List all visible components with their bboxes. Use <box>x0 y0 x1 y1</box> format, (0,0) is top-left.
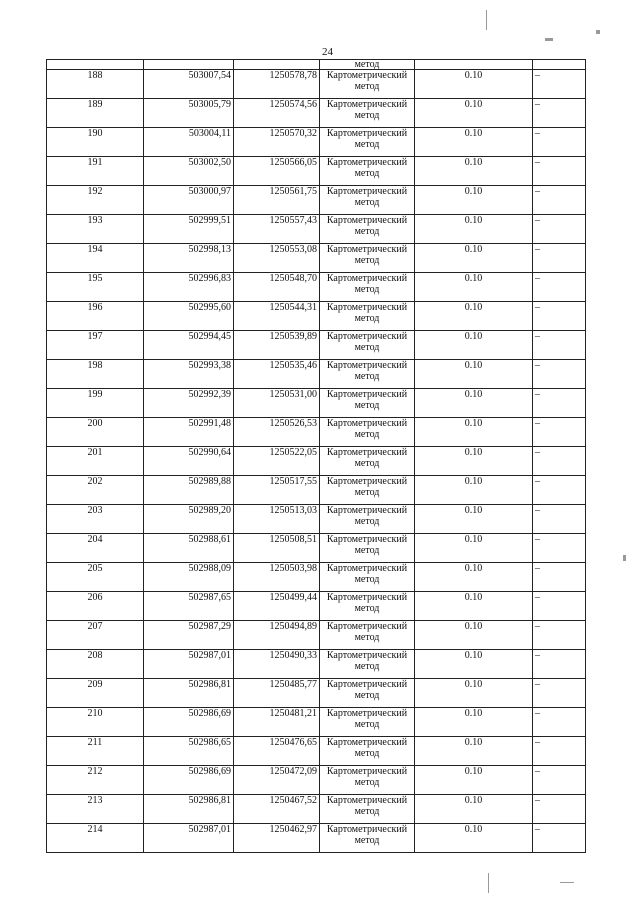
table-row <box>47 389 586 418</box>
point-number: 203 <box>47 505 144 534</box>
extra-cell: – <box>533 99 586 128</box>
point-number: 189 <box>47 99 144 128</box>
scan-speck <box>486 10 487 30</box>
table-row <box>47 650 586 679</box>
extra-cell: – <box>533 128 586 157</box>
coordinate-y: 1250490,33 <box>234 650 320 679</box>
coordinate-y: 1250467,52 <box>234 795 320 824</box>
coordinate-x: 503002,50 <box>144 157 234 186</box>
coordinate-y: 1250531,00 <box>234 389 320 418</box>
extra-cell: – <box>533 447 586 476</box>
method-cell: Картометрический метод <box>320 273 415 302</box>
coordinate-x: 502993,38 <box>144 360 234 389</box>
extra-cell: – <box>533 795 586 824</box>
table-row <box>47 737 586 766</box>
extra-cell: – <box>533 476 586 505</box>
extra-cell: – <box>533 244 586 273</box>
coordinate-y: 1250476,65 <box>234 737 320 766</box>
extra-cell: – <box>533 389 586 418</box>
point-number: 199 <box>47 389 144 418</box>
method-cell: Картометрический метод <box>320 476 415 505</box>
precision-cell: 0.10 <box>415 679 533 708</box>
coordinate-y: 1250517,55 <box>234 476 320 505</box>
precision-cell: 0.10 <box>415 99 533 128</box>
extra-cell: – <box>533 650 586 679</box>
precision-cell: 0.10 <box>415 157 533 186</box>
coordinate-y: 1250557,43 <box>234 215 320 244</box>
point-number: 193 <box>47 215 144 244</box>
precision-cell: 0.10 <box>415 621 533 650</box>
point-number: 188 <box>47 70 144 99</box>
method-cell: Картометрический метод <box>320 360 415 389</box>
extra-cell: – <box>533 331 586 360</box>
coordinate-x: 502992,39 <box>144 389 234 418</box>
coordinate-y: 1250535,46 <box>234 360 320 389</box>
coordinate-x: 502990,64 <box>144 447 234 476</box>
method-cell: Картометрический метод <box>320 650 415 679</box>
method-cell: Картометрический метод <box>320 621 415 650</box>
point-number: 204 <box>47 534 144 563</box>
table-row <box>47 273 586 302</box>
table-row <box>47 592 586 621</box>
point-number: 190 <box>47 128 144 157</box>
continuation-cell-num <box>47 60 144 70</box>
extra-cell: – <box>533 766 586 795</box>
method-cell: Картометрический метод <box>320 215 415 244</box>
coordinate-x: 502994,45 <box>144 331 234 360</box>
method-cell: Картометрический метод <box>320 592 415 621</box>
coordinate-y: 1250544,31 <box>234 302 320 331</box>
scan-speck <box>488 873 489 893</box>
precision-cell: 0.10 <box>415 795 533 824</box>
extra-cell: – <box>533 505 586 534</box>
extra-cell: – <box>533 70 586 99</box>
continuation-cell-extra <box>533 60 586 70</box>
point-number: 211 <box>47 737 144 766</box>
table-row <box>47 534 586 563</box>
coordinate-x: 502988,09 <box>144 563 234 592</box>
point-number: 194 <box>47 244 144 273</box>
method-cell: Картометрический метод <box>320 534 415 563</box>
method-cell: Картометрический метод <box>320 70 415 99</box>
extra-cell: – <box>533 273 586 302</box>
method-cell: Картометрический метод <box>320 679 415 708</box>
table-row <box>47 505 586 534</box>
table-row <box>47 766 586 795</box>
page-number: 24 <box>322 46 333 58</box>
coordinate-y: 1250494,89 <box>234 621 320 650</box>
coordinate-y: 1250553,08 <box>234 244 320 273</box>
coordinate-y: 1250481,21 <box>234 708 320 737</box>
extra-cell: – <box>533 824 586 853</box>
coordinate-y: 1250570,32 <box>234 128 320 157</box>
point-number: 192 <box>47 186 144 215</box>
table-row <box>47 186 586 215</box>
extra-cell: – <box>533 534 586 563</box>
method-cell: Картометрический метод <box>320 505 415 534</box>
method-cell: Картометрический метод <box>320 128 415 157</box>
continuation-method: метод <box>320 60 415 70</box>
table-row <box>47 476 586 505</box>
extra-cell: – <box>533 302 586 331</box>
table-row <box>47 447 586 476</box>
method-cell: Картометрический метод <box>320 447 415 476</box>
coordinate-x: 502987,65 <box>144 592 234 621</box>
coordinate-y: 1250539,89 <box>234 331 320 360</box>
scan-speck <box>560 882 574 883</box>
point-number: 210 <box>47 708 144 737</box>
coordinate-y: 1250508,51 <box>234 534 320 563</box>
table-row <box>47 708 586 737</box>
extra-cell: – <box>533 418 586 447</box>
precision-cell: 0.10 <box>415 331 533 360</box>
point-number: 206 <box>47 592 144 621</box>
method-cell: Картометрический метод <box>320 302 415 331</box>
coordinate-x: 503000,97 <box>144 186 234 215</box>
table-row <box>47 157 586 186</box>
precision-cell: 0.10 <box>415 708 533 737</box>
coordinate-y: 1250513,03 <box>234 505 320 534</box>
precision-cell: 0.10 <box>415 302 533 331</box>
coordinate-x: 502986,81 <box>144 795 234 824</box>
coordinate-x: 502987,01 <box>144 824 234 853</box>
table-row <box>47 70 586 99</box>
coordinate-y: 1250522,05 <box>234 447 320 476</box>
precision-cell: 0.10 <box>415 447 533 476</box>
precision-cell: 0.10 <box>415 128 533 157</box>
precision-cell: 0.10 <box>415 592 533 621</box>
coordinate-x: 502999,51 <box>144 215 234 244</box>
coordinate-y: 1250578,78 <box>234 70 320 99</box>
coordinate-x: 502996,83 <box>144 273 234 302</box>
extra-cell: – <box>533 157 586 186</box>
coordinate-x: 502986,65 <box>144 737 234 766</box>
point-number: 196 <box>47 302 144 331</box>
precision-cell: 0.10 <box>415 650 533 679</box>
method-cell: Картометрический метод <box>320 737 415 766</box>
coordinate-y: 1250462,97 <box>234 824 320 853</box>
coordinate-x: 502986,69 <box>144 708 234 737</box>
table-row <box>47 621 586 650</box>
coordinate-y: 1250526,53 <box>234 418 320 447</box>
precision-cell: 0.10 <box>415 360 533 389</box>
extra-cell: – <box>533 360 586 389</box>
method-cell: Картометрический метод <box>320 157 415 186</box>
coordinate-x: 502987,29 <box>144 621 234 650</box>
point-number: 214 <box>47 824 144 853</box>
coordinates-table <box>46 59 586 853</box>
table-row <box>47 418 586 447</box>
method-cell: Картометрический метод <box>320 563 415 592</box>
extra-cell: – <box>533 215 586 244</box>
coordinate-y: 1250548,70 <box>234 273 320 302</box>
scan-speck <box>623 555 626 561</box>
table-row <box>47 331 586 360</box>
precision-cell: 0.10 <box>415 389 533 418</box>
table-row <box>47 824 586 853</box>
method-cell: Картометрический метод <box>320 795 415 824</box>
coordinate-x: 502998,13 <box>144 244 234 273</box>
coordinates-table-body <box>47 60 586 853</box>
point-number: 201 <box>47 447 144 476</box>
method-cell: Картометрический метод <box>320 824 415 853</box>
table-row <box>47 302 586 331</box>
point-number: 209 <box>47 679 144 708</box>
table-row <box>47 795 586 824</box>
point-number: 200 <box>47 418 144 447</box>
coordinate-x: 503004,11 <box>144 128 234 157</box>
table-row <box>47 563 586 592</box>
method-cell: Картометрический метод <box>320 389 415 418</box>
point-number: 208 <box>47 650 144 679</box>
precision-cell: 0.10 <box>415 766 533 795</box>
scan-speck <box>596 30 600 34</box>
coordinate-y: 1250485,77 <box>234 679 320 708</box>
point-number: 205 <box>47 563 144 592</box>
coordinate-y: 1250574,56 <box>234 99 320 128</box>
point-number: 195 <box>47 273 144 302</box>
coordinate-y: 1250499,44 <box>234 592 320 621</box>
precision-cell: 0.10 <box>415 273 533 302</box>
point-number: 198 <box>47 360 144 389</box>
point-number: 191 <box>47 157 144 186</box>
point-number: 202 <box>47 476 144 505</box>
table-continuation-row <box>47 60 586 70</box>
coordinate-x: 502986,81 <box>144 679 234 708</box>
point-number: 207 <box>47 621 144 650</box>
continuation-cell-y <box>234 60 320 70</box>
precision-cell: 0.10 <box>415 476 533 505</box>
extra-cell: – <box>533 563 586 592</box>
continuation-cell-x <box>144 60 234 70</box>
method-cell: Картометрический метод <box>320 186 415 215</box>
table-row <box>47 128 586 157</box>
extra-cell: – <box>533 186 586 215</box>
precision-cell: 0.10 <box>415 737 533 766</box>
coordinate-x: 502987,01 <box>144 650 234 679</box>
precision-cell: 0.10 <box>415 505 533 534</box>
method-cell: Картометрический метод <box>320 244 415 273</box>
table-row <box>47 215 586 244</box>
method-cell: Картометрический метод <box>320 766 415 795</box>
coordinate-x: 503005,79 <box>144 99 234 128</box>
precision-cell: 0.10 <box>415 418 533 447</box>
scan-speck <box>545 38 553 41</box>
coordinate-x: 502991,48 <box>144 418 234 447</box>
coordinate-x: 503007,54 <box>144 70 234 99</box>
precision-cell: 0.10 <box>415 563 533 592</box>
table-row <box>47 679 586 708</box>
extra-cell: – <box>533 708 586 737</box>
extra-cell: – <box>533 679 586 708</box>
table-row <box>47 244 586 273</box>
precision-cell: 0.10 <box>415 186 533 215</box>
coordinate-x: 502989,88 <box>144 476 234 505</box>
precision-cell: 0.10 <box>415 534 533 563</box>
extra-cell: – <box>533 737 586 766</box>
precision-cell: 0.10 <box>415 244 533 273</box>
method-cell: Картометрический метод <box>320 708 415 737</box>
point-number: 213 <box>47 795 144 824</box>
coordinate-y: 1250472,09 <box>234 766 320 795</box>
coordinate-y: 1250566,05 <box>234 157 320 186</box>
coordinate-y: 1250561,75 <box>234 186 320 215</box>
method-cell: Картометрический метод <box>320 99 415 128</box>
extra-cell: – <box>533 621 586 650</box>
table-row <box>47 360 586 389</box>
point-number: 197 <box>47 331 144 360</box>
coordinate-x: 502995,60 <box>144 302 234 331</box>
precision-cell: 0.10 <box>415 215 533 244</box>
point-number: 212 <box>47 766 144 795</box>
precision-cell: 0.10 <box>415 824 533 853</box>
coordinate-y: 1250503,98 <box>234 563 320 592</box>
precision-cell: 0.10 <box>415 70 533 99</box>
coordinate-x: 502988,61 <box>144 534 234 563</box>
method-cell: Картометрический метод <box>320 418 415 447</box>
method-cell: Картометрический метод <box>320 331 415 360</box>
coordinate-x: 502986,69 <box>144 766 234 795</box>
table-row <box>47 99 586 128</box>
continuation-cell-precision <box>415 60 533 70</box>
extra-cell: – <box>533 592 586 621</box>
coordinate-x: 502989,20 <box>144 505 234 534</box>
